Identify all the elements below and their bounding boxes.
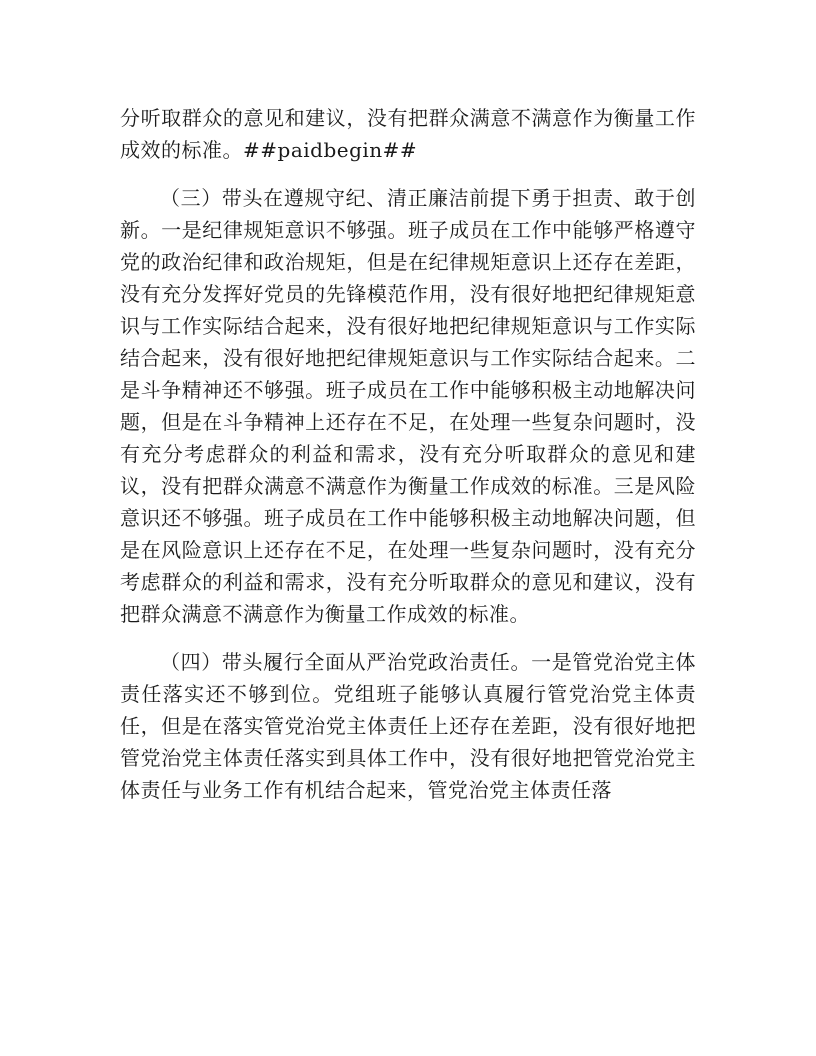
paragraph-continuation: 分听取群众的意见和建议，没有把群众满意不满意作为衡量工作成效的标准。##paidbegin##: [120, 106, 696, 162]
paragraph-block-1: [120, 102, 696, 166]
paragraph-section-four: （四）带头履行全面从严治党政治责任。一是管党治党主体责任落实还不够到位。党组班子能够认真履行管党治党主体责任，但是在落实管党治党主体责任上还存在差距，没有很好地把管党治党主体责任落实到具体工作中，没有很好地把管党治党主体责任与业务工作有机结合起来，管党治党主体责任落: [120, 650, 696, 802]
paragraph-section-three: （三）带头在遵规守纪、清正廉洁前提下勇于担责、敢于创新。一是纪律规矩意识不够强。班子成员在工作中能够严格遵守党的政治纪律和政治规矩，但是在纪律规矩意识上还存在差距，没有充分发挥好党员的先锋模范作用，没有很好地把纪律规矩意识与工作实际结合起来，没有很好地把纪律规矩意识与工作实际结合起来，没有很好地把纪律规矩意识与工作实际结合起来。二是斗争精神还不够强。班子成员在工作中能够积极主动地解决问题，但是在斗争精神上还存在不足，在处理一些复杂问题时，没有充分考虑群众的利益和需求，没有充分听取群众的意见和建议，没有把群众满意不满意作为衡量工作成效的标准。三是风险意识还不够强。班子成员在工作中能够积极主动地解决问题，但是在风险意识上还存在不足，在处理一些复杂问题时，没有充分考虑群众的利益和需求，没有充分听取群众的意见和建议，没有把群众满意不满意作为衡量工作成效的标准。: [120, 186, 696, 626]
paragraph-block-2: [120, 182, 696, 630]
paragraph-block-3: [120, 646, 696, 806]
